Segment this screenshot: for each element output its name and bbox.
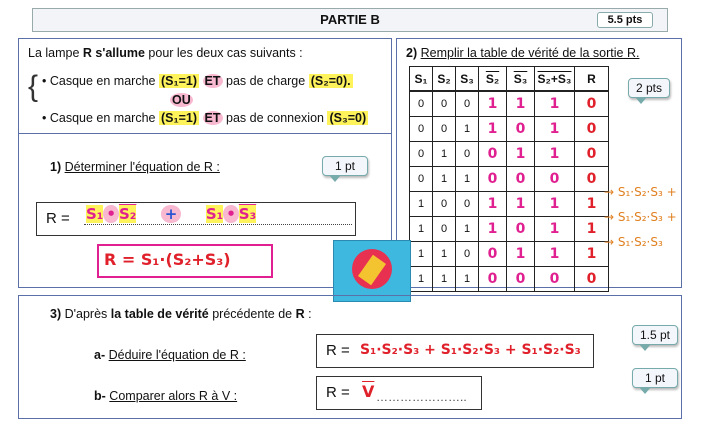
- table-cell-s3: 0: [456, 92, 479, 117]
- table-cell-s3bar: 0: [507, 167, 535, 192]
- table-cell-s2: 0: [433, 92, 456, 117]
- table-cell-r: 0: [575, 92, 609, 117]
- col-s3bar: S₃: [507, 67, 535, 91]
- table-cell-s2bar+s3bar: 1: [535, 117, 575, 142]
- table-cell-s2bar: 0: [479, 142, 507, 167]
- answer-b-dots: …………………..: [376, 390, 467, 404]
- table-cell-s3: 1: [456, 267, 479, 292]
- table-cell-s2bar: 0: [479, 267, 507, 292]
- table-cell-s2bar+s3bar: 1: [535, 92, 575, 117]
- table-cell-s2bar: 1: [479, 117, 507, 142]
- table-cell-r: 0: [575, 167, 609, 192]
- brace-icon: {: [28, 70, 39, 103]
- table-cell-r: 0: [575, 117, 609, 142]
- table-cell-s2: 1: [433, 142, 456, 167]
- table-cell-s2bar+s3bar: 1: [535, 217, 575, 242]
- table-cell-s1: 1: [410, 192, 433, 217]
- col-s3: S₃: [456, 67, 479, 91]
- table-cell-s3bar: 0: [507, 217, 535, 242]
- section-header: [32, 8, 668, 32]
- table-cell-s3bar: 1: [507, 92, 535, 117]
- table-cell-s2bar+s3bar: 0: [535, 267, 575, 292]
- ou-label: OU: [172, 93, 191, 107]
- annotation-2: → S₁·S₂·S₃ +: [604, 210, 677, 224]
- table-cell-s1: 0: [410, 167, 433, 192]
- table-row: [410, 242, 609, 267]
- table-cell-s2: 0: [433, 117, 456, 142]
- question-3a: a- Déduire l'équation de R :: [94, 348, 246, 362]
- col-s2bar: S₂: [479, 67, 507, 91]
- table-cell-s2bar+s3bar: 1: [535, 142, 575, 167]
- table-row: [410, 117, 609, 142]
- row-annotations: [604, 180, 677, 255]
- table-cell-s3bar: 0: [507, 267, 535, 292]
- answer-a-equation: S₁·S₂·S₃ + S₁·S₂·S₃ + S₁·S₂·S₃: [360, 342, 581, 358]
- equation-dots: [84, 224, 352, 225]
- simplified-equation: R = S₁·(S₂+S₃): [104, 250, 231, 269]
- answer-a-label: R =: [326, 342, 350, 359]
- answer-b-value: $\overline{V}$: [362, 382, 375, 401]
- question-3: 3) D'après la table de vérité précédente de R :: [50, 307, 312, 321]
- table-cell-r: 1: [575, 217, 609, 242]
- col-r: R: [575, 67, 609, 91]
- col-s2bar-s3bar: S₂+S₃: [535, 67, 575, 91]
- case-2: • Casque en marche (S₁=1) ET pas de connexion (S₃=0): [42, 111, 367, 125]
- q1-points-bubble: 1 pt: [322, 156, 368, 176]
- question-3b: b- Comparer alors R à V :: [94, 389, 238, 403]
- q2-points-bubble: 2 pts: [628, 78, 670, 98]
- table-row: [410, 192, 609, 217]
- annotation-1: → S₁·S₂·S₃ +: [604, 185, 677, 199]
- table-cell-s2bar: 1: [479, 217, 507, 242]
- table-cell-s3: 1: [456, 217, 479, 242]
- table-cell-s1: 1: [410, 242, 433, 267]
- q3a-points-bubble: 1.5 pt: [632, 325, 678, 345]
- table-cell-s2bar: 0: [479, 167, 507, 192]
- section-points-badge: 5.5 pts: [597, 12, 653, 28]
- table-cell-s1: 1: [410, 217, 433, 242]
- table-cell-r: 0: [575, 142, 609, 167]
- logo: [333, 240, 411, 302]
- col-s2: S₂: [433, 67, 456, 91]
- table-cell-s3: 1: [456, 167, 479, 192]
- table-cell-r: 0: [575, 267, 609, 292]
- left-divider: [18, 133, 392, 134]
- table-cell-s1: 1: [410, 267, 433, 292]
- table-cell-s3: 0: [456, 192, 479, 217]
- table-row: [410, 167, 609, 192]
- question-1: 1) Déterminer l'équation de R :: [50, 160, 220, 174]
- table-cell-s3: 0: [456, 242, 479, 267]
- table-cell-s1: 0: [410, 92, 433, 117]
- table-row: [410, 267, 609, 292]
- table-cell-s2: 1: [433, 267, 456, 292]
- table-cell-s2bar: 1: [479, 192, 507, 217]
- table-cell-s3bar: 0: [507, 117, 535, 142]
- table-row: [410, 142, 609, 167]
- answer-b-label: R =: [326, 384, 350, 401]
- question-2: 2) Remplir la table de vérité de la sortie R.: [406, 46, 640, 60]
- table-cell-s3: 1: [456, 117, 479, 142]
- intro-text: La lampe R s'allume pour les deux cas suivants :: [28, 46, 303, 60]
- table-cell-s1: 0: [410, 117, 433, 142]
- case-1: • Casque en marche (S₁=1) ET pas de charge (S₂=0).: [42, 74, 351, 88]
- q3b-points-bubble: 1 pt: [632, 368, 678, 388]
- table-cell-s2: 1: [433, 242, 456, 267]
- table-cell-s2: 1: [433, 167, 456, 192]
- table-cell-s1: 0: [410, 142, 433, 167]
- truth-table-header: [410, 67, 609, 91]
- table-cell-s2bar+s3bar: 1: [535, 192, 575, 217]
- annotation-3: → S₁·S₂·S₃: [604, 235, 663, 249]
- equation-handwritten: S₁ • S₂ + S₁ • S₃: [86, 205, 257, 223]
- table-cell-s3: 0: [456, 142, 479, 167]
- table-cell-s3bar: 1: [507, 142, 535, 167]
- table-cell-s2bar+s3bar: 0: [535, 167, 575, 192]
- truth-table: [409, 66, 609, 91]
- table-cell-r: 1: [575, 242, 609, 267]
- table-cell-s3bar: 1: [507, 192, 535, 217]
- table-row: [410, 92, 609, 117]
- table-cell-s2: 0: [433, 217, 456, 242]
- table-row: [410, 217, 609, 242]
- table-cell-s3bar: 1: [507, 242, 535, 267]
- col-s1: S₁: [410, 67, 433, 91]
- section-title: PARTIE B: [320, 12, 380, 27]
- table-cell-s2bar: 1: [479, 92, 507, 117]
- table-cell-s2bar+s3bar: 1: [535, 242, 575, 267]
- equation-label: R =: [46, 210, 70, 227]
- table-cell-s2: 0: [433, 192, 456, 217]
- table-cell-r: 1: [575, 192, 609, 217]
- truth-table-body: [409, 91, 609, 292]
- table-cell-s2bar: 0: [479, 242, 507, 267]
